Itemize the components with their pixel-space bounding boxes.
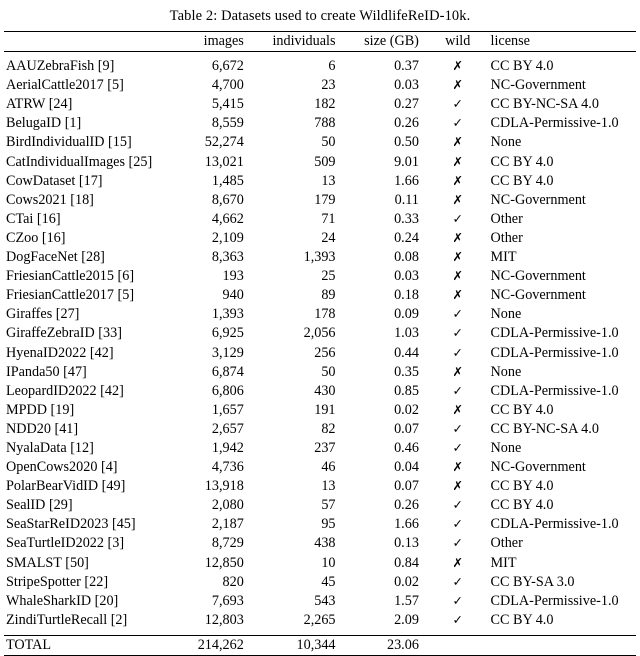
wild-yes-icon: ✓ (452, 592, 463, 608)
dataset-size: 0.27 (394, 96, 419, 113)
dataset-name: CZoo [16] (6, 229, 66, 246)
table-row (4, 363, 636, 382)
dataset-individuals: 10 (321, 554, 336, 571)
dataset-name: BirdIndividualID [15] (6, 134, 132, 151)
wild-no-icon: ✗ (452, 287, 463, 303)
dataset-name: OpenCows2020 [4] (6, 459, 118, 476)
dataset-license: CC BY 4.0 (490, 401, 554, 418)
dataset-size: 0.13 (394, 535, 419, 552)
dataset-license: Other (490, 229, 523, 246)
dataset-license: CDLA-Permissive-1.0 (490, 344, 619, 361)
wild-yes-icon: ✓ (452, 96, 463, 112)
dataset-images: 6,925 (211, 325, 244, 342)
dataset-individuals: 6 (328, 58, 336, 75)
dataset-name: GiraffeZebraID [33] (6, 325, 122, 342)
dataset-images: 2,080 (211, 497, 244, 514)
dataset-size: 0.35 (394, 363, 419, 380)
dataset-individuals: 45 (321, 573, 336, 590)
total-row (4, 635, 636, 655)
dataset-images: 4,700 (211, 77, 244, 94)
table-row (4, 401, 636, 420)
dataset-license: None (490, 363, 522, 380)
table-row (4, 573, 636, 592)
dataset-name: DogFaceNet [28] (6, 249, 105, 266)
table-row (4, 191, 636, 210)
wild-yes-icon: ✓ (452, 439, 463, 455)
dataset-license: NC-Government (490, 77, 586, 94)
dataset-images: 1,393 (211, 306, 244, 323)
dataset-size: 0.04 (394, 459, 419, 476)
dataset-size: 0.11 (394, 191, 419, 208)
dataset-size: 0.08 (394, 249, 419, 266)
dataset-size: 0.07 (394, 420, 419, 437)
dataset-license: Other (490, 210, 523, 227)
dataset-name: SeaStarReID2023 [45] (6, 516, 136, 533)
wild-yes-icon: ✓ (452, 516, 463, 532)
total-individuals: 10,344 (258, 635, 352, 655)
dataset-size: 0.18 (394, 287, 419, 304)
dataset-license: MIT (490, 249, 517, 266)
wild-no-icon: ✗ (452, 172, 463, 188)
dataset-name: ATRW [24] (6, 96, 73, 113)
table-row (4, 439, 636, 458)
wild-yes-icon: ✓ (452, 344, 463, 360)
wild-yes-icon: ✓ (452, 210, 463, 226)
table-row (4, 611, 636, 630)
dataset-images: 2,109 (211, 229, 244, 246)
dataset-images: 193 (222, 268, 244, 285)
dataset-images: 1,485 (211, 172, 244, 189)
total-label: TOTAL (4, 635, 178, 655)
dataset-license: NC-Government (490, 287, 586, 304)
dataset-name: ZindiTurtleRecall [2] (6, 611, 128, 628)
dataset-size: 2.09 (394, 611, 419, 628)
dataset-size: 1.66 (394, 516, 419, 533)
dataset-name: PolarBearVidID [49] (6, 478, 126, 495)
datasets-table (4, 31, 636, 656)
dataset-name: BelugaID [1] (6, 115, 82, 132)
table-row (4, 592, 636, 611)
dataset-license: CC BY 4.0 (490, 153, 554, 170)
dataset-size: 0.09 (394, 306, 419, 323)
dataset-license: CC BY-SA 3.0 (490, 573, 575, 590)
table-row (4, 458, 636, 477)
dataset-license: Other (490, 535, 523, 552)
dataset-license: MIT (490, 554, 517, 571)
header-license: license (477, 32, 636, 52)
dataset-size: 0.50 (394, 134, 419, 151)
dataset-name: StripeSpotter [22] (6, 573, 109, 590)
dataset-images: 7,693 (211, 592, 244, 609)
dataset-license: CDLA-Permissive-1.0 (490, 115, 619, 132)
dataset-individuals: 25 (321, 268, 336, 285)
dataset-name: Cows2021 [18] (6, 191, 94, 208)
dataset-license: CDLA-Permissive-1.0 (490, 516, 619, 533)
dataset-size: 0.26 (394, 497, 419, 514)
wild-no-icon: ✗ (452, 268, 463, 284)
dataset-name: NDD20 [41] (6, 420, 79, 437)
table-row (4, 344, 636, 363)
header-size: size (GB) (352, 32, 439, 52)
dataset-license: None (490, 439, 522, 456)
table-caption: Table 2: Datasets used to create WildlifeReID-10k. (169, 8, 471, 24)
dataset-size: 9.01 (394, 153, 419, 170)
dataset-size: 0.07 (394, 478, 419, 495)
header-individuals: individuals (258, 32, 352, 52)
dataset-individuals: 13 (321, 172, 336, 189)
dataset-images: 4,662 (211, 210, 244, 227)
table-row (4, 210, 636, 229)
total-wild (439, 635, 477, 655)
dataset-size: 0.24 (394, 229, 419, 246)
wild-no-icon: ✗ (452, 478, 463, 494)
dataset-license: CC BY 4.0 (490, 172, 554, 189)
dataset-license: None (490, 306, 522, 323)
table-row (4, 286, 636, 305)
dataset-individuals: 191 (314, 401, 336, 418)
table-row (4, 267, 636, 286)
dataset-size: 1.03 (394, 325, 419, 342)
wild-no-icon: ✗ (452, 401, 463, 417)
dataset-images: 1,942 (211, 439, 244, 456)
wild-no-icon: ✗ (452, 153, 463, 169)
dataset-individuals: 256 (314, 344, 336, 361)
table-row (4, 114, 636, 133)
table-row (4, 95, 636, 114)
dataset-license: NC-Government (490, 268, 586, 285)
dataset-name: CTai [16] (6, 210, 61, 227)
wild-yes-icon: ✓ (452, 497, 463, 513)
dataset-individuals: 82 (321, 420, 336, 437)
header-images: images (178, 32, 258, 52)
dataset-images: 13,021 (204, 153, 244, 170)
table-row (4, 496, 636, 515)
dataset-size: 0.02 (394, 401, 419, 418)
total-size: 23.06 (352, 635, 439, 655)
dataset-individuals: 2,056 (303, 325, 336, 342)
dataset-images: 8,729 (211, 535, 244, 552)
dataset-license: CC BY 4.0 (490, 497, 554, 514)
wild-yes-icon: ✓ (452, 115, 463, 131)
dataset-images: 820 (222, 573, 244, 590)
dataset-individuals: 237 (314, 439, 336, 456)
dataset-images: 1,657 (211, 401, 244, 418)
dataset-size: 0.26 (394, 115, 419, 132)
wild-no-icon: ✗ (452, 363, 463, 379)
dataset-size: 0.03 (394, 268, 419, 285)
table-row (4, 420, 636, 439)
dataset-images: 940 (222, 287, 244, 304)
dataset-name: IPanda50 [47] (6, 363, 87, 380)
table-row (4, 229, 636, 248)
dataset-individuals: 95 (321, 516, 336, 533)
header-name (4, 32, 178, 52)
dataset-name: SMALST [50] (6, 554, 89, 571)
table-row (4, 172, 636, 191)
table-row (4, 248, 636, 267)
wild-no-icon: ✗ (452, 554, 463, 570)
dataset-individuals: 179 (314, 191, 336, 208)
dataset-size: 0.37 (394, 58, 419, 75)
dataset-individuals: 24 (321, 229, 336, 246)
dataset-license: CC BY 4.0 (490, 58, 554, 75)
wild-no-icon: ✗ (452, 249, 463, 265)
dataset-license: CDLA-Permissive-1.0 (490, 325, 619, 342)
dataset-individuals: 509 (314, 153, 336, 170)
wild-no-icon: ✗ (452, 58, 463, 74)
total-images: 214,262 (178, 635, 258, 655)
wild-yes-icon: ✓ (452, 420, 463, 436)
dataset-images: 2,657 (211, 420, 244, 437)
dataset-name: LeopardID2022 [42] (6, 382, 124, 399)
dataset-individuals: 71 (321, 210, 336, 227)
wild-yes-icon: ✓ (452, 306, 463, 322)
dataset-size: 0.85 (394, 382, 419, 399)
table-row (4, 305, 636, 324)
dataset-individuals: 543 (314, 592, 336, 609)
dataset-individuals: 430 (314, 382, 336, 399)
table-row (4, 133, 636, 152)
dataset-size: 0.46 (394, 439, 419, 456)
wild-yes-icon: ✓ (452, 325, 463, 341)
table-body (4, 32, 636, 656)
dataset-individuals: 438 (314, 535, 336, 552)
total-license (477, 635, 636, 655)
table-row (4, 324, 636, 343)
wild-no-icon: ✗ (452, 191, 463, 207)
dataset-name: HyenaID2022 [42] (6, 344, 114, 361)
dataset-images: 13,918 (204, 478, 244, 495)
dataset-license: CC BY-NC-SA 4.0 (490, 420, 599, 437)
dataset-images: 2,187 (211, 516, 244, 533)
dataset-license: CDLA-Permissive-1.0 (490, 592, 619, 609)
table-row (4, 477, 636, 496)
dataset-individuals: 178 (314, 306, 336, 323)
table-row (4, 534, 636, 553)
dataset-individuals: 89 (321, 287, 336, 304)
dataset-license: CC BY 4.0 (490, 478, 554, 495)
dataset-individuals: 182 (314, 96, 336, 113)
dataset-name: WhaleSharkID [20] (6, 592, 119, 609)
dataset-size: 0.03 (394, 77, 419, 94)
dataset-name: AerialCattle2017 [5] (6, 77, 124, 94)
table-row (4, 382, 636, 401)
dataset-images: 3,129 (211, 344, 244, 361)
dataset-size: 1.57 (394, 592, 419, 609)
dataset-images: 6,672 (211, 58, 244, 75)
dataset-license: CC BY 4.0 (490, 611, 554, 628)
dataset-size: 1.66 (394, 172, 419, 189)
dataset-images: 8,559 (211, 115, 244, 132)
dataset-images: 8,670 (211, 191, 244, 208)
wild-no-icon: ✗ (452, 134, 463, 150)
dataset-individuals: 50 (321, 134, 336, 151)
dataset-images: 6,874 (211, 363, 244, 380)
dataset-images: 4,736 (211, 459, 244, 476)
wild-no-icon: ✗ (452, 229, 463, 245)
header-wild: wild (439, 32, 477, 52)
dataset-individuals: 50 (321, 363, 336, 380)
wild-no-icon: ✗ (452, 77, 463, 93)
dataset-name: SealID [29] (6, 497, 73, 514)
dataset-size: 0.44 (394, 344, 419, 361)
table-row (4, 153, 636, 172)
dataset-name: AAUZebraFish [9] (6, 58, 115, 75)
dataset-name: MPDD [19] (6, 401, 75, 418)
dataset-images: 5,415 (211, 96, 244, 113)
dataset-license: CDLA-Permissive-1.0 (490, 382, 619, 399)
dataset-size: 0.33 (394, 210, 419, 227)
table-row (4, 57, 636, 76)
dataset-name: NyalaData [12] (6, 439, 94, 456)
dataset-individuals: 788 (314, 115, 336, 132)
table-row (4, 76, 636, 95)
table-header-row (4, 32, 636, 52)
dataset-license: None (490, 134, 522, 151)
dataset-images: 12,803 (204, 611, 244, 628)
dataset-name: FriesianCattle2017 [5] (6, 287, 135, 304)
wild-yes-icon: ✓ (452, 382, 463, 398)
dataset-individuals: 23 (321, 77, 336, 94)
wild-yes-icon: ✓ (452, 535, 463, 551)
wild-no-icon: ✗ (452, 459, 463, 475)
dataset-images: 8,363 (211, 249, 244, 266)
dataset-images: 6,806 (211, 382, 244, 399)
dataset-name: FriesianCattle2015 [6] (6, 268, 135, 285)
dataset-license: CC BY-NC-SA 4.0 (490, 96, 599, 113)
dataset-size: 0.02 (394, 573, 419, 590)
dataset-individuals: 13 (321, 478, 336, 495)
wild-yes-icon: ✓ (452, 611, 463, 627)
dataset-images: 52,274 (204, 134, 244, 151)
table-row (4, 515, 636, 534)
dataset-individuals: 2,265 (303, 611, 336, 628)
dataset-size: 0.84 (394, 554, 419, 571)
dataset-name: Giraffes [27] (6, 306, 80, 323)
table-row (4, 554, 636, 573)
dataset-name: SeaTurtleID2022 [3] (6, 535, 125, 552)
dataset-license: NC-Government (490, 459, 586, 476)
dataset-images: 12,850 (204, 554, 244, 571)
dataset-individuals: 1,393 (303, 249, 336, 266)
dataset-name: CatIndividualImages [25] (6, 153, 153, 170)
dataset-individuals: 46 (321, 459, 336, 476)
dataset-license: NC-Government (490, 191, 586, 208)
dataset-individuals: 57 (321, 497, 336, 514)
wild-yes-icon: ✓ (452, 573, 463, 589)
dataset-name: CowDataset [17] (6, 172, 103, 189)
